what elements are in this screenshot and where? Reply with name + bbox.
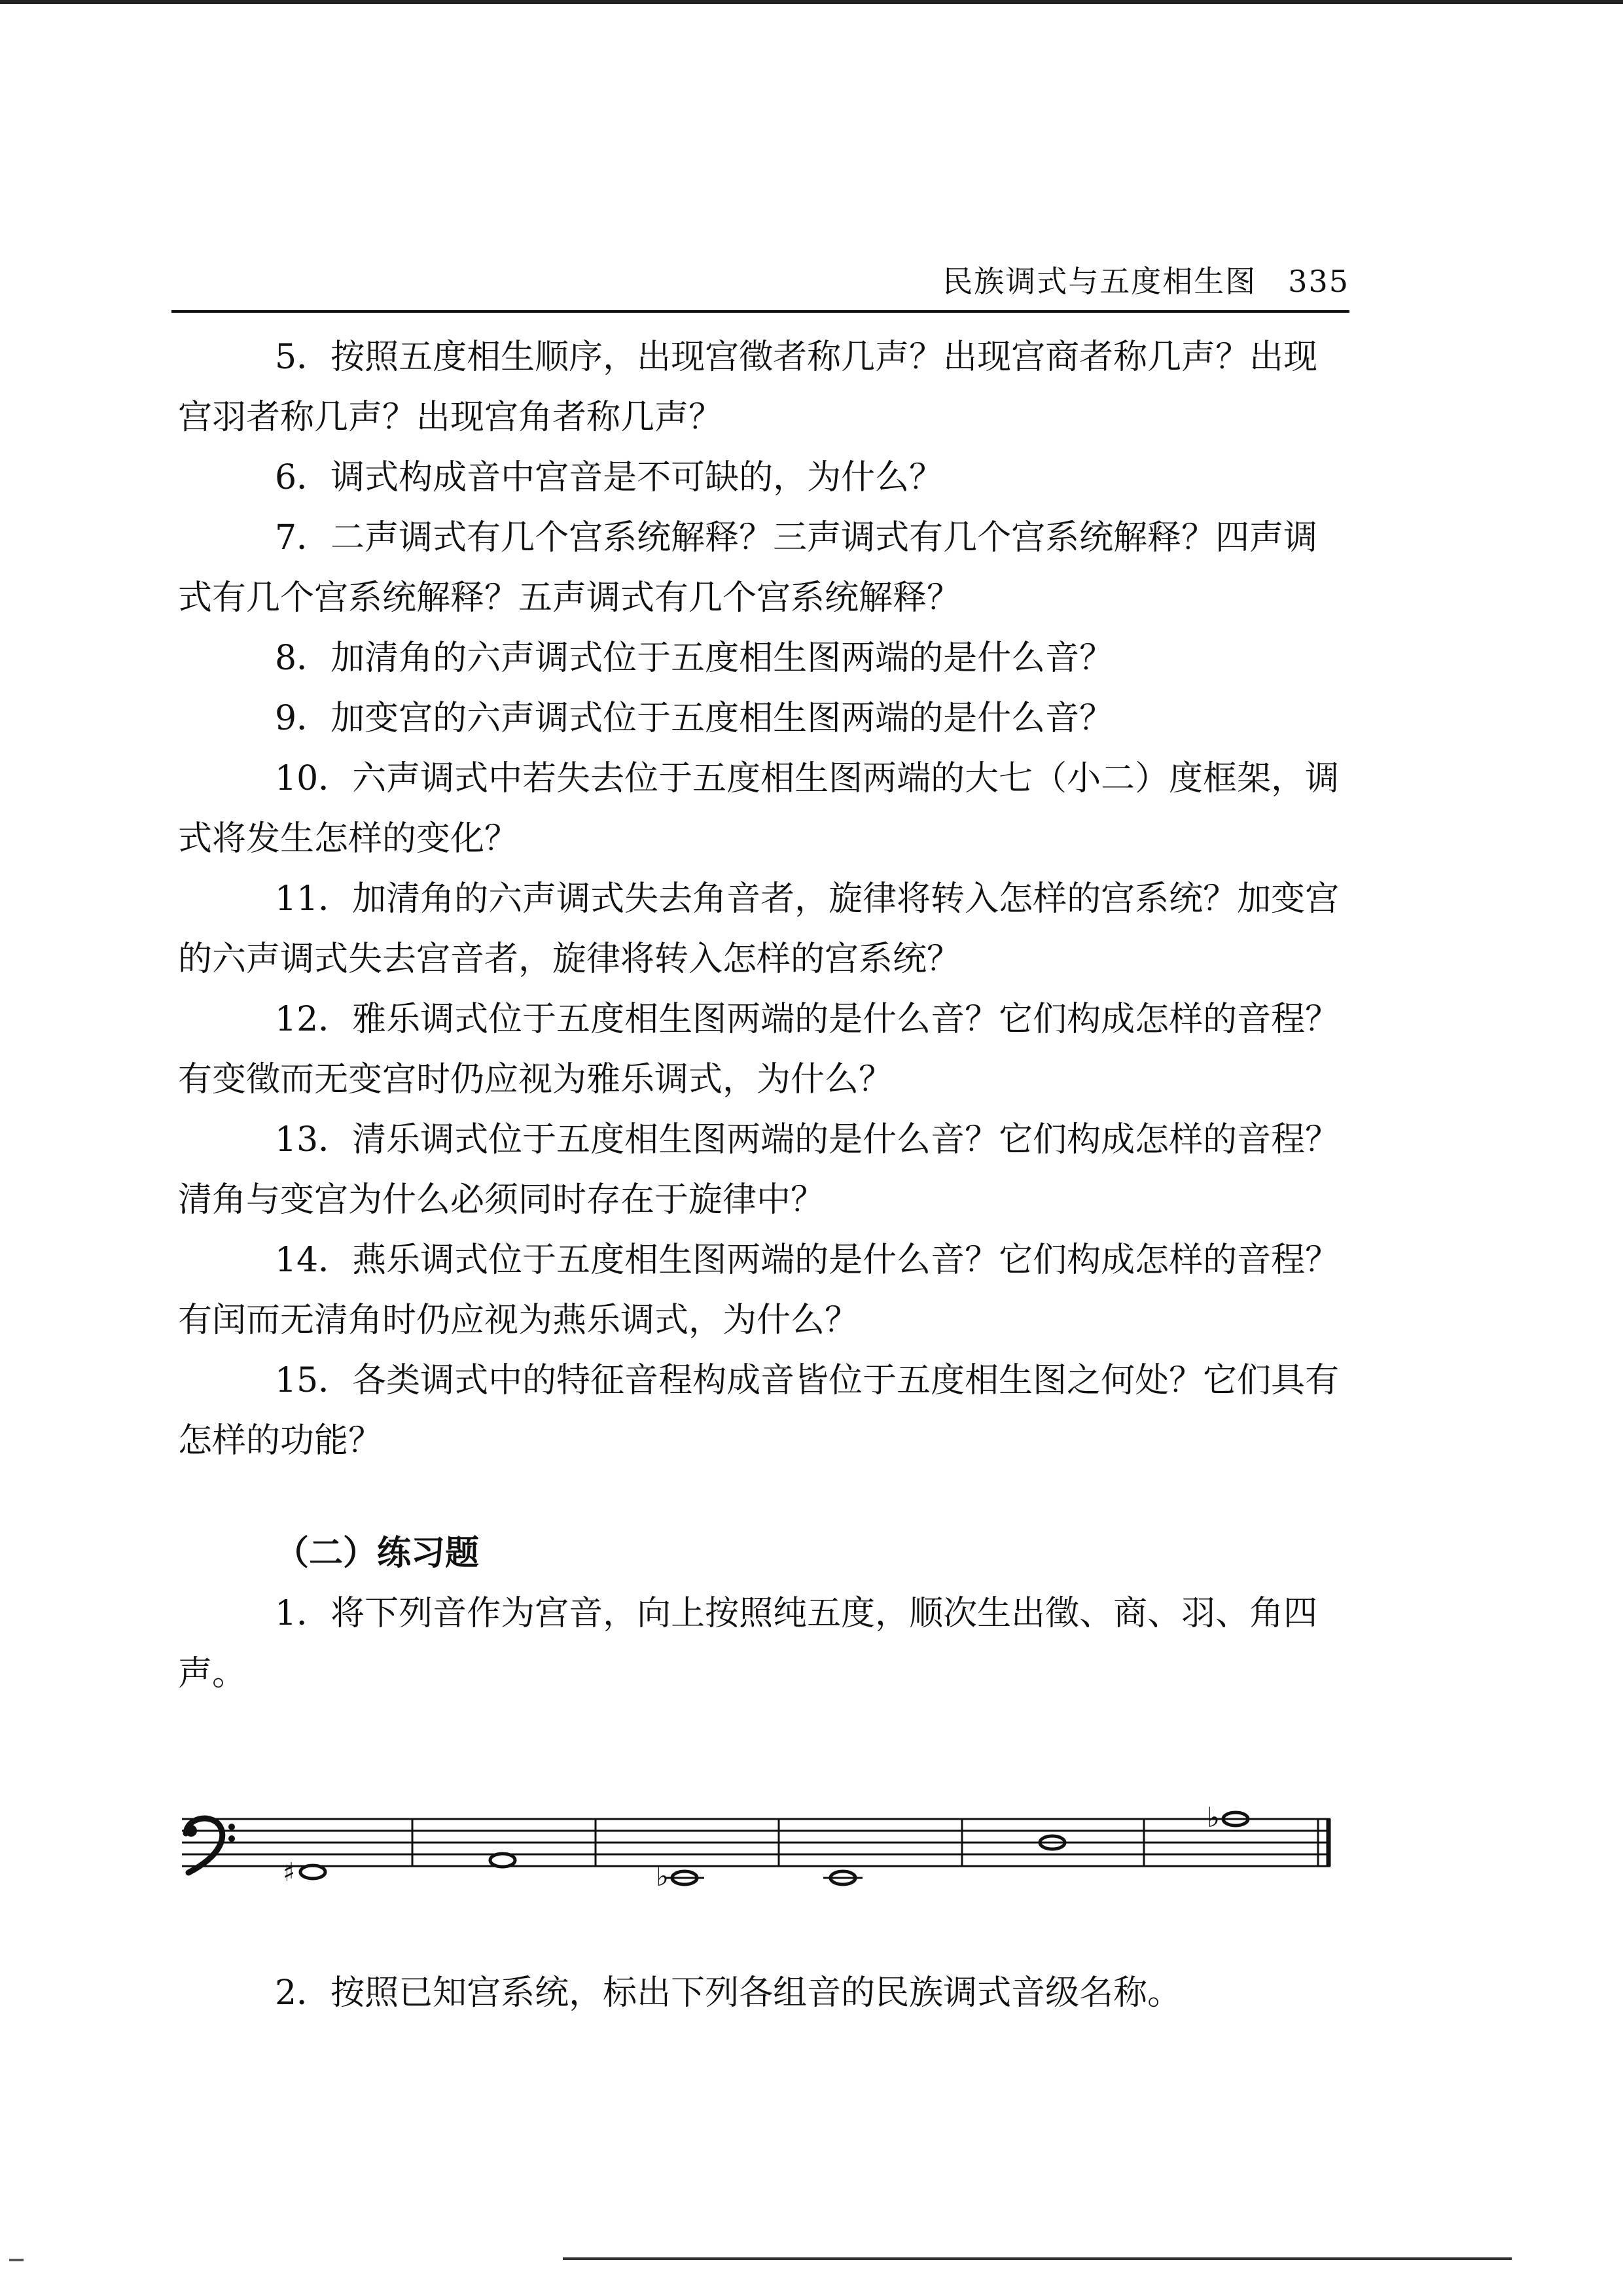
question-13: 13．清乐调式位于五度相生图两端的是什么音？它们构成怎样的音程？清角与变宫为什么必须同时存在于旋律中？: [178, 1120, 1340, 1220]
question-12: 12．雅乐调式位于五度相生图两端的是什么音？它们构成怎样的音程？有变徵而无变宫时仍应视为雅乐调式，为什么？: [178, 1000, 1340, 1099]
question-14: 14．燕乐调式位于五度相生图两端的是什么音？它们构成怎样的音程？有闰而无清角时仍应视为燕乐调式，为什么？: [178, 1241, 1340, 1340]
question-6: 6．调式构成音中宫音是不可缺的，为什么？: [275, 458, 944, 497]
question-10: 10．六声调式中若失去位于五度相生图两端的大七（小二）度框架，调式将发生怎样的变化？: [178, 759, 1340, 858]
scan-edge-mark: [9, 2259, 24, 2261]
chapter-title: 民族调式与五度相生图: [942, 264, 1257, 299]
page-number: 335: [1288, 264, 1349, 299]
exercise-2: 2．按照已知宫系统，标出下列各组音的民族调式音级名称。: [275, 1973, 1182, 2013]
page-top-edge: [0, 0, 1623, 4]
question-8: 8．加清角的六声调式位于五度相生图两端的是什么音？: [275, 639, 1114, 678]
exercise-section-title: （二）练习题: [275, 1533, 480, 1573]
whole-note: [283, 1858, 325, 1888]
question-11: 11．加清角的六声调式失去角音者，旋律将转入怎样的宫系统？加变宫的六声调式失去宫音者，旋律将转入怎样的宫系统？: [178, 879, 1340, 979]
flat-icon: ♭: [656, 1860, 669, 1892]
note-head: [490, 1854, 515, 1867]
question-15: 15．各类调式中的特征音程构成音皆位于五度相生图之何处？它们具有怎样的功能？: [178, 1361, 1340, 1460]
whole-note: [823, 1871, 863, 1884]
sharp-icon: ♯: [283, 1858, 296, 1888]
flat-icon: ♭: [1207, 1801, 1220, 1833]
bass-clef-icon: [185, 1818, 235, 1873]
question-5: 5．按照五度相生顺序，出现宫徵者称几声？出现宫商者称几声？出现宫羽者称几声？出现宫角者称几声？: [178, 338, 1318, 437]
question-7: 7．二声调式有几个宫系统解释？三声调式有几个宫系统解释？四声调式有几个宫系统解释？五声调式有几个宫系统解释？: [178, 518, 1318, 618]
running-header: [171, 255, 1349, 308]
header-text: [942, 255, 1349, 308]
whole-note: [490, 1854, 515, 1867]
exercise-1: 1．将下列音作为宫音，向上按照纯五度，顺次生出徵、商、羽、角四声。: [178, 1594, 1318, 1693]
music-staff: [182, 1793, 1340, 1924]
notes: [283, 1801, 1248, 1892]
staff-lines: [182, 1819, 1330, 1866]
header-rule: [171, 310, 1349, 313]
whole-note: [1207, 1801, 1248, 1833]
whole-note: [656, 1860, 704, 1892]
question-9: 9．加变宫的六声调式位于五度相生图两端的是什么音？: [275, 699, 1114, 738]
note-head: [300, 1865, 325, 1879]
bottom-scan-line: [563, 2257, 1512, 2260]
